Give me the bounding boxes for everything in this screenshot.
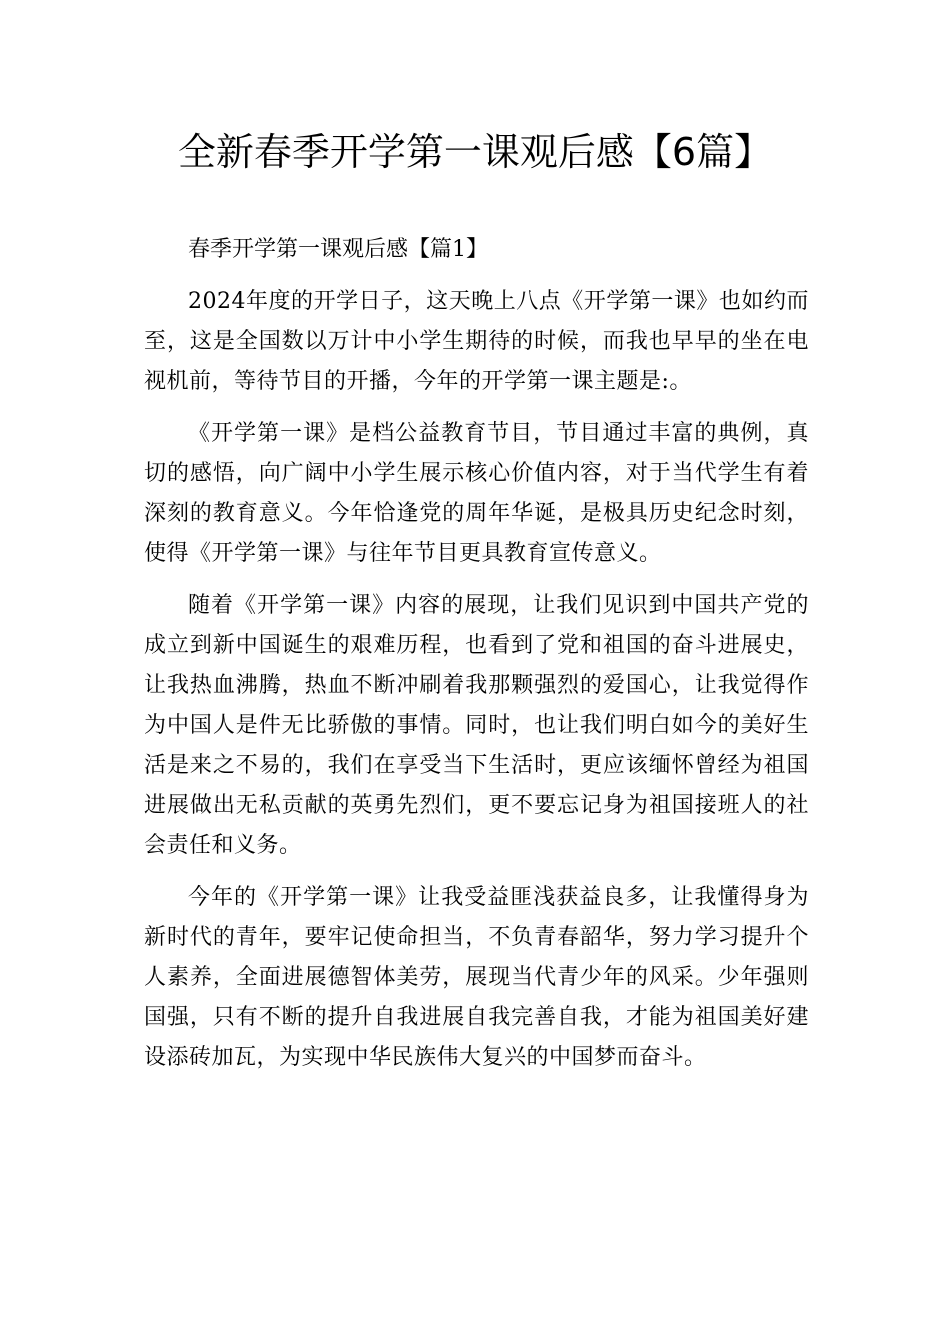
paragraph-2: 《开学第一课》是档公益教育节目，节目通过丰富的典例，真切的感悟，向广阔中小学生展示核心价值内容，对于当代学生有着深刻的教育意义。今年恰逢党的周年华诞，是极具历史纪念时刻，使得《开学第一课》与往年节目更具教育宣传意义。 [144,421,809,566]
document-body [144,230,809,1078]
section-heading: 春季开学第一课观后感【篇1】 [188,237,488,262]
paragraph-4: 今年的《开学第一课》让我受益匪浅获益良多，让我懂得身为新时代的青年，要牢记使命担当，不负青春韶华，努力学习提升个人素养，全面进展德智体美劳，展现当代青少年的风采。少年强则国强，只有不断的提升自我进展自我完善自我，才能为祖国美好建设添砖加瓦，为实现中华民族伟大复兴的中国梦而奋斗。 [144,885,809,1070]
document-title: 全新春季开学第一课观后感【6篇】 [177,130,773,174]
paragraph-1: 2024年度的开学日子，这天晚上八点《开学第一课》也如约而至，这是全国数以万计中小学生期待的时候，而我也早早的坐在电视机前，等待节目的开播，今年的开学第一课主题是:。 [144,289,809,394]
paragraph-3: 随着《开学第一课》内容的展现，让我们见识到中国共产党的成立到新中国诞生的艰难历程，也看到了党和祖国的奋斗进展史，让我热血沸腾，热血不断冲刷着我那颗强烈的爱国心，让我觉得作为中国人是件无比骄傲的事情。同时，也让我们明白如今的美好生活是来之不易的，我们在享受当下生活时，更应该缅怀曾经为祖国进展做出无私贡献的英勇先烈们，更不要忘记身为祖国接班人的社会责任和义务。 [144,593,809,858]
